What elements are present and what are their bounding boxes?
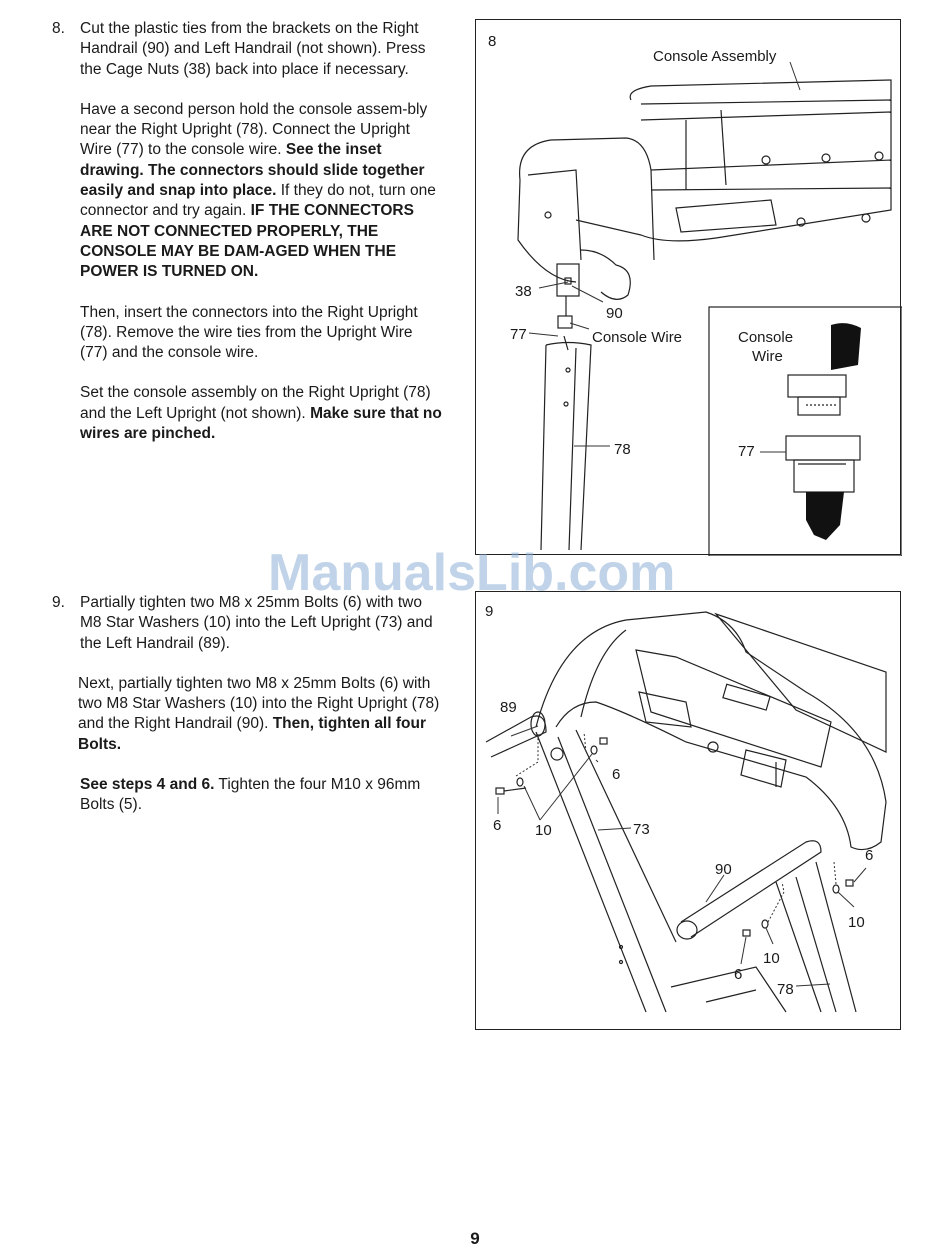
leader-6c [854,868,866,882]
leader-73 [598,828,631,830]
step-8-paragraph-1: Cut the plastic ties from the brackets on the Right Handrail (90) and Left Handrail (not shown). Press the Cage Nuts (38) back into place if necessary. [80,20,426,78]
step-8-p4-text-a: Set the console assembly on the Right Upright (78) and the Left Upright (not shown). [80,384,431,422]
figure-9 [475,591,901,1030]
label-6a: 6 [612,766,621,783]
leader-6d [741,937,746,964]
figure-8-drawing [476,20,902,556]
label-10b: 10 [848,914,865,931]
label-90: 90 [715,861,732,878]
label-console-wire: Console Wire [592,329,683,346]
step-8-p2-text-a: Have a second person hold the console assem-bly near the Right Upright (78). Connect the Upright Wire (77) to the console wire. [80,100,428,159]
label-73: 73 [633,821,650,838]
figure-8-number: 8 [488,33,497,50]
leader-10b [838,892,854,907]
step-8-p2-text-c: If they do not, turn one connector and try again. [80,182,436,220]
leader-77 [529,333,558,336]
leader-10c [766,928,773,944]
step-8-p4-bold: Make sure that no wires are pinched. [80,404,442,443]
step-9-number: 9. [52,594,65,611]
step-9-paragraph-1: Partially tighten two M8 x 25mm Bolts (6) with two M8 Star Washers (10) into the Left Upright (73) and the Left Handrail (89). [80,594,433,652]
step-9-paragraph-2 [78,674,442,755]
label-78: 78 [777,981,794,998]
bracket-and-cage-nut [557,264,579,328]
step-8-paragraph-4 [80,383,442,444]
label-console-assembly: Console Assembly [653,48,777,65]
step-8-paragraph-3: Then, insert the connectors into the Right Upright (78). Remove the wire ties from the Upright Wire (77) and the console wire. [80,303,418,362]
label-77: 77 [510,326,527,343]
figure-9-drawing [476,592,902,1031]
step-9-p2-text-a: Next, partially tighten two M8 x 25mm Bolts (6) with two M8 Star Washers (10) into the Right Upright (78) and the Right Handrail (90). [78,674,440,733]
leader-6a [596,760,598,762]
upright-wire-bundle [806,492,844,540]
leader-90 [572,286,603,302]
label-10c: 10 [763,950,780,967]
leader-console-assembly [790,62,800,90]
right-upright-illustration [541,336,591,550]
figure-8 [475,19,901,555]
label-78: 78 [614,441,631,458]
label-6d: 6 [734,966,743,983]
step-9-p2-bold: Then, tighten all four Bolts. [78,715,426,753]
label-6b: 6 [493,817,502,834]
watermark: ManualsLib.com [268,544,676,602]
label-inset-77: 77 [738,443,755,460]
step-9-body [80,593,442,836]
step-8-body [80,19,442,464]
label-inset-wire: Wire [752,348,783,365]
label-90: 90 [606,305,623,322]
step-8-p2-warning: IF THE CONNECTORS ARE NOT CONNECTED PROPERLY, THE CONSOLE MAY BE DAM-AGED WHEN THE POWER IS TURNED ON. [80,202,414,281]
label-6c: 6 [865,847,874,864]
leader-90 [706,875,724,902]
step-8-number: 8. [52,20,65,37]
console-assembly-illustration [518,80,891,299]
label-89: 89 [500,699,517,716]
figure-9-number: 9 [485,603,494,620]
label-inset-console: Console [738,329,794,346]
label-10a: 10 [535,822,552,839]
leader-78 [796,984,830,986]
label-38: 38 [515,283,532,300]
step-8-p2-bold-b: See the inset drawing. The connectors should slide together easily and snap into place. [80,141,425,200]
step-9-p3-bold: See steps 4 and 6. [80,776,215,794]
step-9-paragraph-3 [80,775,442,816]
leader-38 [539,282,568,288]
leader-console-wire [570,323,589,329]
step-9-p3-text: Tighten the four M10 x 96mm Bolts (5). [80,776,421,814]
console-wire-bundle [831,323,861,370]
page-number: 9 [470,1229,480,1248]
step-8-paragraph-2 [80,100,442,283]
